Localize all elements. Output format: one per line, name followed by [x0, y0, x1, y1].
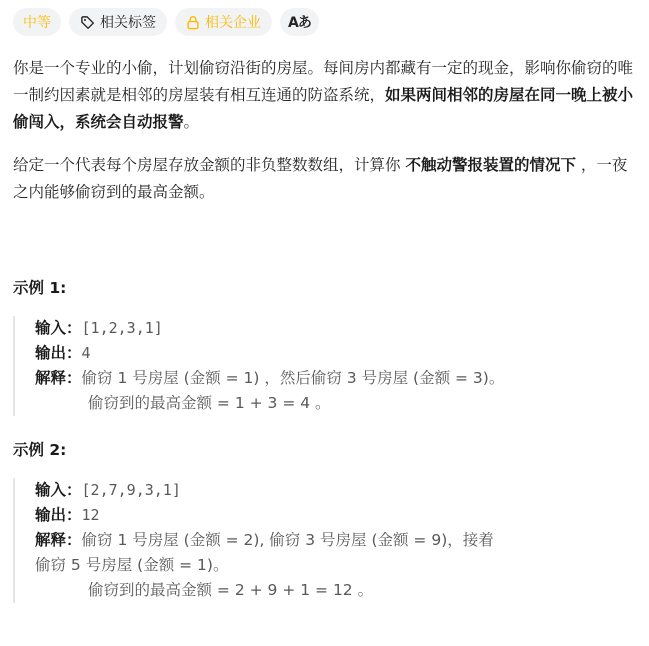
- example-2-title: 示例 2:: [13, 441, 67, 459]
- difficulty-badge[interactable]: [13, 8, 61, 36]
- example-2-explanation-cont: 偷窃 5 号房屋 (金额 = 1)。: [35, 556, 229, 574]
- difficulty-label: 中等: [23, 15, 51, 31]
- tag-row: [13, 8, 638, 36]
- lock-icon: [186, 15, 200, 30]
- tag-icon: [80, 15, 95, 30]
- related-tags-button[interactable]: [69, 8, 167, 36]
- example-2-explanation-2: 偷窃到的最高金额 = 2 + 9 + 1 = 12 。: [88, 581, 374, 599]
- related-companies-button[interactable]: [175, 8, 272, 36]
- problem-description: [13, 8, 638, 603]
- description-paragraph-2: [13, 152, 638, 206]
- related-tags-label: 相关标签: [100, 15, 156, 31]
- translate-icon: Aあ: [288, 15, 311, 31]
- description-p2-bold: 不触动警报装置的情况下: [405, 156, 576, 174]
- example-1-input: 输入：[1,2,3,1]: [35, 319, 163, 337]
- example-2-input: 输入：[2,7,9,3,1]: [35, 481, 181, 499]
- description-p2-c: ，一夜之内能够偷窃到的最高金额。: [13, 156, 628, 201]
- example-1-block: [13, 316, 638, 416]
- example-2-output: 输出：12: [35, 506, 100, 524]
- description-text: [13, 55, 638, 206]
- description-p1-c: 。: [183, 113, 200, 131]
- example-1-explanation: 解释：偷窃 1 号房屋 (金额 = 1) ，然后偷窃 3 号房屋 (金额 = 3)。: [35, 369, 505, 387]
- example-1-explanation-2: 偷窃到的最高金额 = 1 + 3 = 4 。: [88, 394, 331, 412]
- description-p1-a: 你是一个专业的小偷，计划偷窃沿街的房屋。每间房内都藏有一定的现金，影响你偷窃的唯一制约因素就是相邻的房屋装有相互连通的防盗系统，: [13, 59, 634, 104]
- example-1-output: 输出：4: [35, 344, 91, 362]
- example-2-block: [13, 478, 638, 603]
- example-1-title: 示例 1:: [13, 279, 67, 297]
- description-p2-a: 给定一个代表每个房屋存放金额的非负整数数组，计算你: [13, 156, 406, 174]
- description-paragraph-1: [13, 55, 638, 136]
- related-companies-label: 相关企业: [205, 15, 261, 31]
- description-p1-bold: 如果两间相邻的房屋在同一晚上被小偷闯入，系统会自动报警: [13, 86, 634, 131]
- translate-button[interactable]: [280, 8, 319, 36]
- example-2-explanation: 解释：偷窃 1 号房屋 (金额 = 2), 偷窃 3 号房屋 (金额 = 9)，接着: [35, 531, 494, 549]
